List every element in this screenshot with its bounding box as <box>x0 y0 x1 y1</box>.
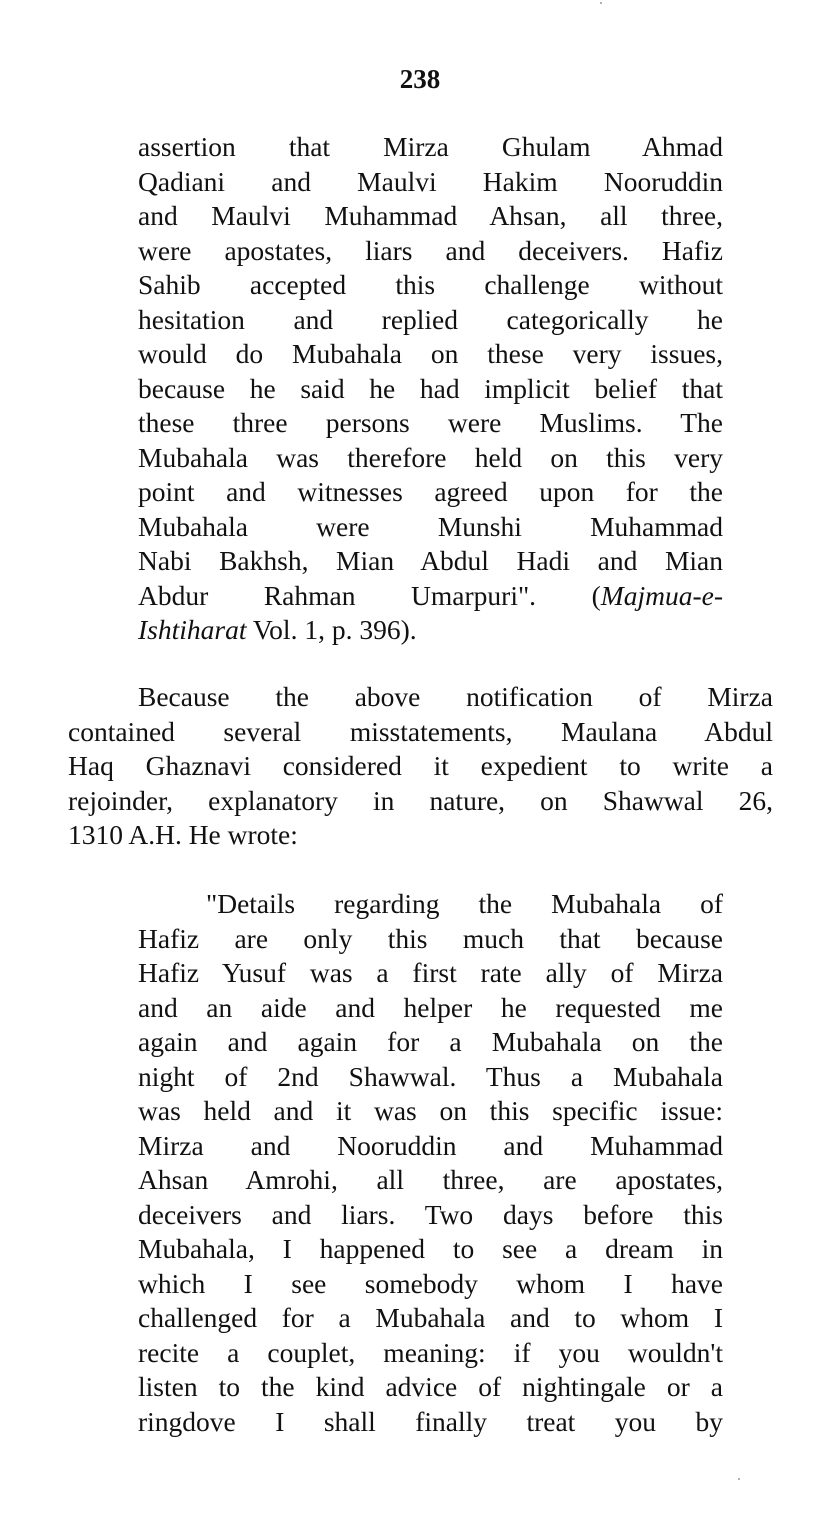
text-line: Hafiz are only this much that because <box>138 922 723 954</box>
text-line: "Details regarding the Mubahala of <box>206 888 723 919</box>
text-line: Because the above notification of Mirza <box>138 681 773 712</box>
text-line: because he said he had implicit belief that <box>138 372 723 404</box>
text-line: Hafiz Yusuf was a first rate ally of Mirza <box>138 957 723 988</box>
text-line: was held and it was on this specific issue: <box>138 1095 723 1126</box>
text-line: 1310 A.H. He wrote: <box>68 819 298 850</box>
text-line: recite a couplet, meaning: if you wouldn't <box>138 1336 723 1368</box>
text-line: which I see somebody whom I have <box>138 1267 723 1299</box>
citation-tail: Vol. 1, p. 396). <box>246 614 417 645</box>
citation-title-part-2: Ishtiharat <box>138 614 247 645</box>
scan-speck <box>600 2 602 4</box>
text-line: Qadiani and Maulvi Hakim Nooruddin <box>138 165 723 197</box>
text-line: hesitation and replied categorically he <box>138 303 723 335</box>
text-line: again and again for a Mubahala on the <box>138 1026 723 1057</box>
quote-paragraph-2 <box>138 887 723 1439</box>
text-line: were apostates, liars and deceivers. Hafiz <box>138 234 723 266</box>
text-line: Mubahala, I happened to see a dream in <box>138 1233 723 1264</box>
text-line: Mirza and Nooruddin and Muhammad <box>138 1129 723 1161</box>
text-line: Ahsan Amrohi, all three, are apostates, <box>138 1164 723 1195</box>
text-fragment: Abdur Rahman Umarpuri". <box>138 579 537 611</box>
text-line: Nabi Bakhsh, Mian Abdul Hadi and Mian <box>138 545 723 576</box>
text-line: and an aide and helper he requested me <box>138 991 723 1023</box>
text-line: point and witnesses agreed upon for the <box>138 476 723 507</box>
scan-speck <box>738 1478 740 1480</box>
text-line: contained several misstatements, Maulana Abdul <box>68 715 773 747</box>
text-line: listen to the kind advice of nightingale or a <box>138 1371 723 1402</box>
body-paragraph <box>68 680 773 853</box>
text-line: ringdove I shall finally treat you by <box>138 1405 723 1437</box>
text-line: these three persons were Muslims. The <box>138 407 723 438</box>
page-number: 238 <box>399 64 441 94</box>
quote-paragraph-1 <box>138 130 723 648</box>
text-line: night of 2nd Shawwal. Thus a Mubahala <box>138 1060 723 1092</box>
text-line: Mubahala were Munshi Muhammad <box>138 510 723 542</box>
text-line: Haq Ghaznavi considered it expedient to write a <box>68 750 773 781</box>
text-fragment: ( <box>536 579 601 611</box>
citation-line <box>138 613 723 648</box>
text-line: Mubahala was therefore held on this very <box>138 441 723 473</box>
text-line: Sahib accepted this challenge without <box>138 269 723 300</box>
text-line: challenged for a Mubahala and to whom I <box>138 1302 723 1333</box>
text-line: deceivers and liars. Two days before this <box>138 1198 723 1230</box>
text-line: rejoinder, explanatory in nature, on Shawwal 26, <box>68 784 773 816</box>
citation-title-part-1: Majmua-e- <box>600 579 723 611</box>
text-line: would do Mubahala on these very issues, <box>138 338 723 369</box>
text-line: and Maulvi Muhammad Ahsan, all three, <box>138 200 723 231</box>
citation-line <box>138 579 723 614</box>
text-line: assertion that Mirza Ghulam Ahmad <box>138 131 723 162</box>
